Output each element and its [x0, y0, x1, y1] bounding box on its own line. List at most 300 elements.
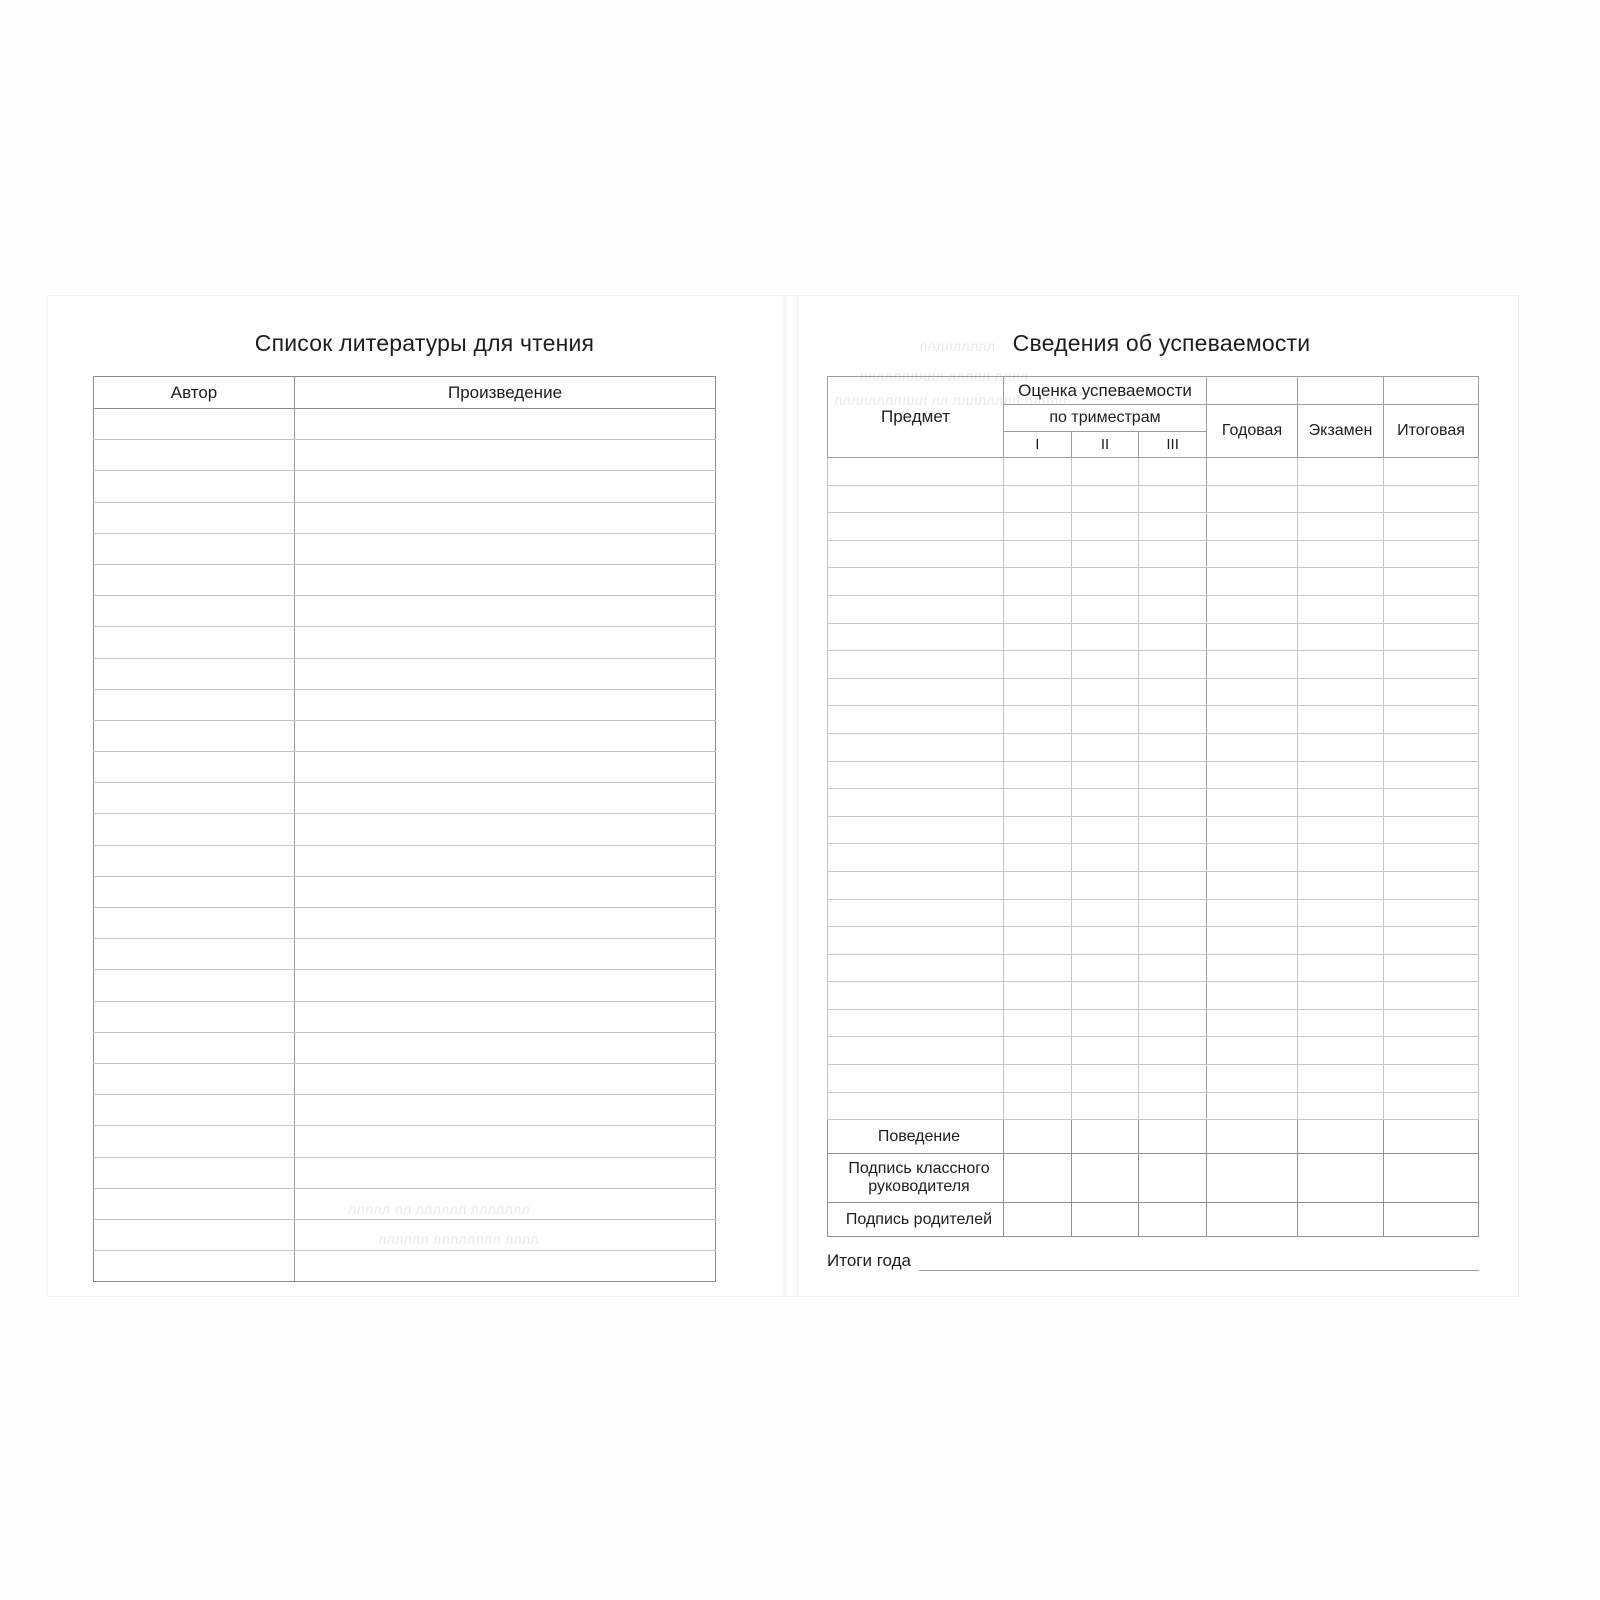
cell-trimester-3[interactable] — [1139, 954, 1207, 982]
cell-year[interactable] — [1207, 651, 1298, 679]
cell-exam[interactable] — [1298, 927, 1384, 955]
table-row[interactable] — [94, 939, 716, 970]
cell-exam[interactable] — [1298, 678, 1384, 706]
cell-subject[interactable] — [828, 789, 1004, 817]
cell-trimester-1[interactable] — [1004, 678, 1072, 706]
cell-trimester-1[interactable] — [1004, 761, 1072, 789]
cell-trimester-3[interactable] — [1139, 623, 1207, 651]
cell-subject[interactable] — [828, 1065, 1004, 1093]
cell-year[interactable] — [1207, 1203, 1298, 1237]
cell-work[interactable] — [295, 658, 716, 689]
cell-work[interactable] — [295, 1188, 716, 1219]
table-row[interactable] — [94, 1188, 716, 1219]
cell-author[interactable] — [94, 689, 295, 720]
cell-author[interactable] — [94, 939, 295, 970]
cell-year[interactable] — [1207, 899, 1298, 927]
cell-work[interactable] — [295, 1251, 716, 1282]
cell-exam[interactable] — [1298, 871, 1384, 899]
table-row[interactable] — [828, 595, 1479, 623]
table-row[interactable] — [828, 1037, 1479, 1065]
cell-year[interactable] — [1207, 1009, 1298, 1037]
cell-trimester-3[interactable] — [1139, 706, 1207, 734]
cell-work[interactable] — [295, 1219, 716, 1250]
cell-final[interactable] — [1384, 789, 1479, 817]
table-row[interactable] — [828, 1065, 1479, 1093]
cell-work[interactable] — [295, 1063, 716, 1094]
cell-trimester-3[interactable] — [1139, 1065, 1207, 1093]
cell-trimester-1[interactable] — [1004, 1120, 1072, 1154]
cell-trimester-2[interactable] — [1071, 623, 1139, 651]
cell-exam[interactable] — [1298, 982, 1384, 1010]
table-row[interactable] — [94, 970, 716, 1001]
cell-exam[interactable] — [1298, 1120, 1384, 1154]
table-row[interactable] — [94, 658, 716, 689]
cell-trimester-3[interactable] — [1139, 816, 1207, 844]
cell-work[interactable] — [295, 876, 716, 907]
cell-trimester-3[interactable] — [1139, 458, 1207, 486]
table-row[interactable] — [828, 761, 1479, 789]
table-row[interactable] — [828, 899, 1479, 927]
cell-final[interactable] — [1384, 458, 1479, 486]
table-row[interactable] — [94, 440, 716, 471]
cell-trimester-3[interactable] — [1139, 1092, 1207, 1120]
cell-subject[interactable] — [828, 595, 1004, 623]
cell-final[interactable] — [1384, 513, 1479, 541]
cell-work[interactable] — [295, 409, 716, 440]
cell-year[interactable] — [1207, 485, 1298, 513]
performance-table — [827, 376, 1479, 1237]
cell-trimester-1[interactable] — [1004, 1092, 1072, 1120]
cell-trimester-3[interactable] — [1139, 899, 1207, 927]
cell-work[interactable] — [295, 845, 716, 876]
cell-author[interactable] — [94, 876, 295, 907]
table-row[interactable] — [828, 706, 1479, 734]
cell-final[interactable] — [1384, 1120, 1479, 1154]
cell-subject[interactable] — [828, 458, 1004, 486]
cell-trimester-1[interactable] — [1004, 540, 1072, 568]
cell-trimester-1[interactable] — [1004, 458, 1072, 486]
cell-trimester-1[interactable] — [1004, 623, 1072, 651]
cell-final[interactable] — [1384, 927, 1479, 955]
cell-trimester-3[interactable] — [1139, 678, 1207, 706]
cell-exam[interactable] — [1298, 1037, 1384, 1065]
cell-final[interactable] — [1384, 568, 1479, 596]
cell-trimester-2[interactable] — [1071, 706, 1139, 734]
cell-final[interactable] — [1384, 954, 1479, 982]
cell-final[interactable] — [1384, 706, 1479, 734]
cell-trimester-2[interactable] — [1071, 982, 1139, 1010]
table-row[interactable] — [828, 1092, 1479, 1120]
cell-exam[interactable] — [1298, 789, 1384, 817]
cell-work[interactable] — [295, 440, 716, 471]
table-row[interactable] — [828, 568, 1479, 596]
cell-trimester-3[interactable] — [1139, 1120, 1207, 1154]
cell-trimester-3[interactable] — [1139, 595, 1207, 623]
cell-author[interactable] — [94, 596, 295, 627]
cell-final[interactable] — [1384, 540, 1479, 568]
cell-final[interactable] — [1384, 1065, 1479, 1093]
cell-work[interactable] — [295, 939, 716, 970]
cell-final[interactable] — [1384, 982, 1479, 1010]
cell-exam[interactable] — [1298, 1092, 1384, 1120]
cell-exam[interactable] — [1298, 623, 1384, 651]
cell-subject[interactable] — [828, 844, 1004, 872]
cell-exam[interactable] — [1298, 1065, 1384, 1093]
table-row[interactable] — [94, 1251, 716, 1282]
cell-author[interactable] — [94, 440, 295, 471]
cell-subject[interactable] — [828, 816, 1004, 844]
cell-year[interactable] — [1207, 761, 1298, 789]
cell-trimester-2[interactable] — [1071, 816, 1139, 844]
table-row[interactable] — [94, 1126, 716, 1157]
cell-work[interactable] — [295, 814, 716, 845]
cell-subject[interactable] — [828, 982, 1004, 1010]
cell-year[interactable] — [1207, 789, 1298, 817]
table-row[interactable] — [94, 752, 716, 783]
cell-year[interactable] — [1207, 540, 1298, 568]
cell-author[interactable] — [94, 752, 295, 783]
cell-trimester-1[interactable] — [1004, 706, 1072, 734]
cell-trimester-2[interactable] — [1071, 540, 1139, 568]
cell-author[interactable] — [94, 1126, 295, 1157]
cell-author[interactable] — [94, 1095, 295, 1126]
cell-final[interactable] — [1384, 678, 1479, 706]
cell-work[interactable] — [295, 1157, 716, 1188]
cell-trimester-2[interactable] — [1071, 844, 1139, 872]
cell-work[interactable] — [295, 720, 716, 751]
table-row[interactable] — [94, 689, 716, 720]
footer-row[interactable] — [828, 1154, 1479, 1203]
cell-final[interactable] — [1384, 733, 1479, 761]
cell-final[interactable] — [1384, 816, 1479, 844]
cell-subject[interactable] — [828, 871, 1004, 899]
cell-trimester-2[interactable] — [1071, 1203, 1139, 1237]
cell-trimester-1[interactable] — [1004, 1037, 1072, 1065]
table-row[interactable] — [94, 720, 716, 751]
cell-author[interactable] — [94, 783, 295, 814]
cell-final[interactable] — [1384, 844, 1479, 872]
cell-exam[interactable] — [1298, 651, 1384, 679]
cell-work[interactable] — [295, 970, 716, 1001]
cell-trimester-3[interactable] — [1139, 568, 1207, 596]
cell-trimester-1[interactable] — [1004, 1009, 1072, 1037]
cell-exam[interactable] — [1298, 706, 1384, 734]
cell-subject[interactable] — [828, 1009, 1004, 1037]
cell-trimester-3[interactable] — [1139, 733, 1207, 761]
cell-trimester-2[interactable] — [1071, 458, 1139, 486]
table-row[interactable] — [94, 627, 716, 658]
table-row[interactable] — [828, 678, 1479, 706]
footer-row[interactable] — [828, 1120, 1479, 1154]
cell-trimester-1[interactable] — [1004, 595, 1072, 623]
table-row[interactable] — [94, 1219, 716, 1250]
table-row[interactable] — [828, 733, 1479, 761]
cell-subject[interactable] — [828, 678, 1004, 706]
cell-trimester-2[interactable] — [1071, 927, 1139, 955]
cell-year[interactable] — [1207, 568, 1298, 596]
cell-subject[interactable] — [828, 568, 1004, 596]
cell-trimester-1[interactable] — [1004, 651, 1072, 679]
table-row[interactable] — [828, 540, 1479, 568]
table-row[interactable] — [94, 502, 716, 533]
cell-trimester-3[interactable] — [1139, 540, 1207, 568]
cell-author[interactable] — [94, 471, 295, 502]
cell-trimester-2[interactable] — [1071, 761, 1139, 789]
cell-subject[interactable] — [828, 733, 1004, 761]
cell-trimester-2[interactable] — [1071, 1154, 1139, 1203]
cell-exam[interactable] — [1298, 458, 1384, 486]
cell-subject[interactable] — [828, 927, 1004, 955]
cell-exam[interactable] — [1298, 1203, 1384, 1237]
cell-trimester-1[interactable] — [1004, 954, 1072, 982]
cell-final[interactable] — [1384, 1154, 1479, 1203]
cell-exam[interactable] — [1298, 761, 1384, 789]
cell-work[interactable] — [295, 1032, 716, 1063]
cell-year[interactable] — [1207, 623, 1298, 651]
cell-final[interactable] — [1384, 485, 1479, 513]
cell-trimester-1[interactable] — [1004, 568, 1072, 596]
cell-final[interactable] — [1384, 1009, 1479, 1037]
cell-author[interactable] — [94, 814, 295, 845]
cell-year[interactable] — [1207, 1092, 1298, 1120]
table-row[interactable] — [828, 954, 1479, 982]
cell-final[interactable] — [1384, 899, 1479, 927]
cell-author[interactable] — [94, 1032, 295, 1063]
table-row[interactable] — [94, 533, 716, 564]
cell-work[interactable] — [295, 908, 716, 939]
cell-author[interactable] — [94, 564, 295, 595]
cell-trimester-2[interactable] — [1071, 485, 1139, 513]
cell-exam[interactable] — [1298, 1009, 1384, 1037]
cell-exam[interactable] — [1298, 954, 1384, 982]
cell-subject[interactable] — [828, 623, 1004, 651]
cell-year[interactable] — [1207, 871, 1298, 899]
cell-year[interactable] — [1207, 733, 1298, 761]
cell-author[interactable] — [94, 1251, 295, 1282]
cell-final[interactable] — [1384, 1092, 1479, 1120]
cell-trimester-1[interactable] — [1004, 844, 1072, 872]
table-row[interactable] — [94, 1157, 716, 1188]
cell-work[interactable] — [295, 1001, 716, 1032]
cell-trimester-2[interactable] — [1071, 513, 1139, 541]
cell-trimester-2[interactable] — [1071, 678, 1139, 706]
cell-final[interactable] — [1384, 1203, 1479, 1237]
cell-trimester-3[interactable] — [1139, 513, 1207, 541]
cell-trimester-3[interactable] — [1139, 651, 1207, 679]
table-row[interactable] — [94, 596, 716, 627]
cell-author[interactable] — [94, 908, 295, 939]
table-row[interactable] — [94, 845, 716, 876]
cell-trimester-3[interactable] — [1139, 1037, 1207, 1065]
cell-subject[interactable] — [828, 540, 1004, 568]
cell-final[interactable] — [1384, 623, 1479, 651]
cell-trimester-1[interactable] — [1004, 789, 1072, 817]
cell-final[interactable] — [1384, 595, 1479, 623]
cell-author[interactable] — [94, 1219, 295, 1250]
cell-exam[interactable] — [1298, 816, 1384, 844]
cell-exam[interactable] — [1298, 513, 1384, 541]
cell-trimester-3[interactable] — [1139, 844, 1207, 872]
table-row[interactable] — [828, 844, 1479, 872]
cell-trimester-2[interactable] — [1071, 1092, 1139, 1120]
cell-author[interactable] — [94, 720, 295, 751]
cell-author[interactable] — [94, 1157, 295, 1188]
cell-trimester-3[interactable] — [1139, 1203, 1207, 1237]
cell-year[interactable] — [1207, 844, 1298, 872]
table-row[interactable] — [94, 564, 716, 595]
cell-year[interactable] — [1207, 1037, 1298, 1065]
cell-work[interactable] — [295, 783, 716, 814]
cell-trimester-1[interactable] — [1004, 733, 1072, 761]
cell-trimester-2[interactable] — [1071, 871, 1139, 899]
cell-work[interactable] — [295, 1095, 716, 1126]
cell-subject[interactable] — [828, 1092, 1004, 1120]
table-row[interactable] — [828, 816, 1479, 844]
cell-trimester-3[interactable] — [1139, 789, 1207, 817]
cell-year[interactable] — [1207, 927, 1298, 955]
cell-year[interactable] — [1207, 816, 1298, 844]
table-row[interactable] — [828, 789, 1479, 817]
table-row[interactable] — [828, 871, 1479, 899]
cell-exam[interactable] — [1298, 844, 1384, 872]
cell-trimester-3[interactable] — [1139, 982, 1207, 1010]
table-row[interactable] — [94, 1095, 716, 1126]
cell-trimester-1[interactable] — [1004, 1154, 1072, 1203]
cell-year[interactable] — [1207, 706, 1298, 734]
cell-final[interactable] — [1384, 871, 1479, 899]
cell-work[interactable] — [295, 627, 716, 658]
table-row[interactable] — [828, 982, 1479, 1010]
table-row[interactable] — [828, 1009, 1479, 1037]
cell-trimester-2[interactable] — [1071, 954, 1139, 982]
cell-year[interactable] — [1207, 458, 1298, 486]
cell-work[interactable] — [295, 596, 716, 627]
cell-year[interactable] — [1207, 954, 1298, 982]
cell-author[interactable] — [94, 502, 295, 533]
cell-work[interactable] — [295, 502, 716, 533]
cell-trimester-1[interactable] — [1004, 982, 1072, 1010]
cell-final[interactable] — [1384, 1037, 1479, 1065]
cell-year[interactable] — [1207, 513, 1298, 541]
table-row[interactable] — [828, 623, 1479, 651]
cell-year[interactable] — [1207, 982, 1298, 1010]
cell-final[interactable] — [1384, 651, 1479, 679]
cell-trimester-2[interactable] — [1071, 651, 1139, 679]
table-row[interactable] — [828, 651, 1479, 679]
cell-work[interactable] — [295, 533, 716, 564]
cell-work[interactable] — [295, 471, 716, 502]
cell-exam[interactable] — [1298, 595, 1384, 623]
cell-trimester-3[interactable] — [1139, 485, 1207, 513]
cell-work[interactable] — [295, 689, 716, 720]
cell-author[interactable] — [94, 970, 295, 1001]
cell-author[interactable] — [94, 845, 295, 876]
table-row[interactable] — [94, 1001, 716, 1032]
cell-exam[interactable] — [1298, 540, 1384, 568]
table-row[interactable] — [828, 513, 1479, 541]
cell-subject[interactable] — [828, 706, 1004, 734]
cell-trimester-1[interactable] — [1004, 1203, 1072, 1237]
cell-exam[interactable] — [1298, 485, 1384, 513]
table-row[interactable] — [94, 783, 716, 814]
cell-subject[interactable] — [828, 761, 1004, 789]
cell-trimester-1[interactable] — [1004, 513, 1072, 541]
table-row[interactable] — [828, 927, 1479, 955]
cell-trimester-2[interactable] — [1071, 1037, 1139, 1065]
cell-exam[interactable] — [1298, 1154, 1384, 1203]
cell-trimester-1[interactable] — [1004, 927, 1072, 955]
cell-year[interactable] — [1207, 1154, 1298, 1203]
cell-work[interactable] — [295, 752, 716, 783]
cell-author[interactable] — [94, 1063, 295, 1094]
cell-trimester-2[interactable] — [1071, 1120, 1139, 1154]
cell-subject[interactable] — [828, 954, 1004, 982]
table-row[interactable] — [94, 471, 716, 502]
table-row[interactable] — [94, 814, 716, 845]
footer-row[interactable] — [828, 1203, 1479, 1237]
cell-year[interactable] — [1207, 595, 1298, 623]
table-row[interactable] — [828, 485, 1479, 513]
cell-author[interactable] — [94, 1001, 295, 1032]
cell-trimester-2[interactable] — [1071, 789, 1139, 817]
cell-year[interactable] — [1207, 678, 1298, 706]
cell-author[interactable] — [94, 533, 295, 564]
cell-trimester-1[interactable] — [1004, 816, 1072, 844]
cell-subject[interactable] — [828, 513, 1004, 541]
table-row[interactable] — [94, 876, 716, 907]
cell-trimester-3[interactable] — [1139, 761, 1207, 789]
cell-author[interactable] — [94, 627, 295, 658]
cell-year[interactable] — [1207, 1120, 1298, 1154]
cell-author[interactable] — [94, 658, 295, 689]
table-row[interactable] — [94, 1032, 716, 1063]
cell-work[interactable] — [295, 1126, 716, 1157]
cell-trimester-2[interactable] — [1071, 595, 1139, 623]
table-row[interactable] — [828, 458, 1479, 486]
cell-exam[interactable] — [1298, 568, 1384, 596]
cell-year[interactable] — [1207, 1065, 1298, 1093]
cell-trimester-3[interactable] — [1139, 871, 1207, 899]
cell-subject[interactable] — [828, 485, 1004, 513]
cell-trimester-1[interactable] — [1004, 899, 1072, 927]
cell-subject[interactable] — [828, 651, 1004, 679]
cell-subject[interactable] — [828, 899, 1004, 927]
cell-trimester-3[interactable] — [1139, 1009, 1207, 1037]
cell-trimester-2[interactable] — [1071, 568, 1139, 596]
cell-author[interactable] — [94, 1188, 295, 1219]
cell-trimester-3[interactable] — [1139, 927, 1207, 955]
cell-trimester-3[interactable] — [1139, 1154, 1207, 1203]
cell-trimester-1[interactable] — [1004, 871, 1072, 899]
cell-subject[interactable] — [828, 1037, 1004, 1065]
cell-author[interactable] — [94, 409, 295, 440]
column-header-trimester-1: I — [1004, 432, 1072, 458]
column-header-subject: Предмет — [828, 377, 1004, 458]
cell-trimester-1[interactable] — [1004, 1065, 1072, 1093]
cell-trimester-2[interactable] — [1071, 733, 1139, 761]
cell-trimester-1[interactable] — [1004, 485, 1072, 513]
cell-final[interactable] — [1384, 761, 1479, 789]
cell-trimester-2[interactable] — [1071, 1009, 1139, 1037]
cell-trimester-2[interactable] — [1071, 1065, 1139, 1093]
cell-exam[interactable] — [1298, 899, 1384, 927]
cell-exam[interactable] — [1298, 733, 1384, 761]
cell-trimester-2[interactable] — [1071, 899, 1139, 927]
cell-work[interactable] — [295, 564, 716, 595]
table-row[interactable] — [94, 409, 716, 440]
table-row[interactable] — [94, 908, 716, 939]
table-row[interactable] — [94, 1063, 716, 1094]
